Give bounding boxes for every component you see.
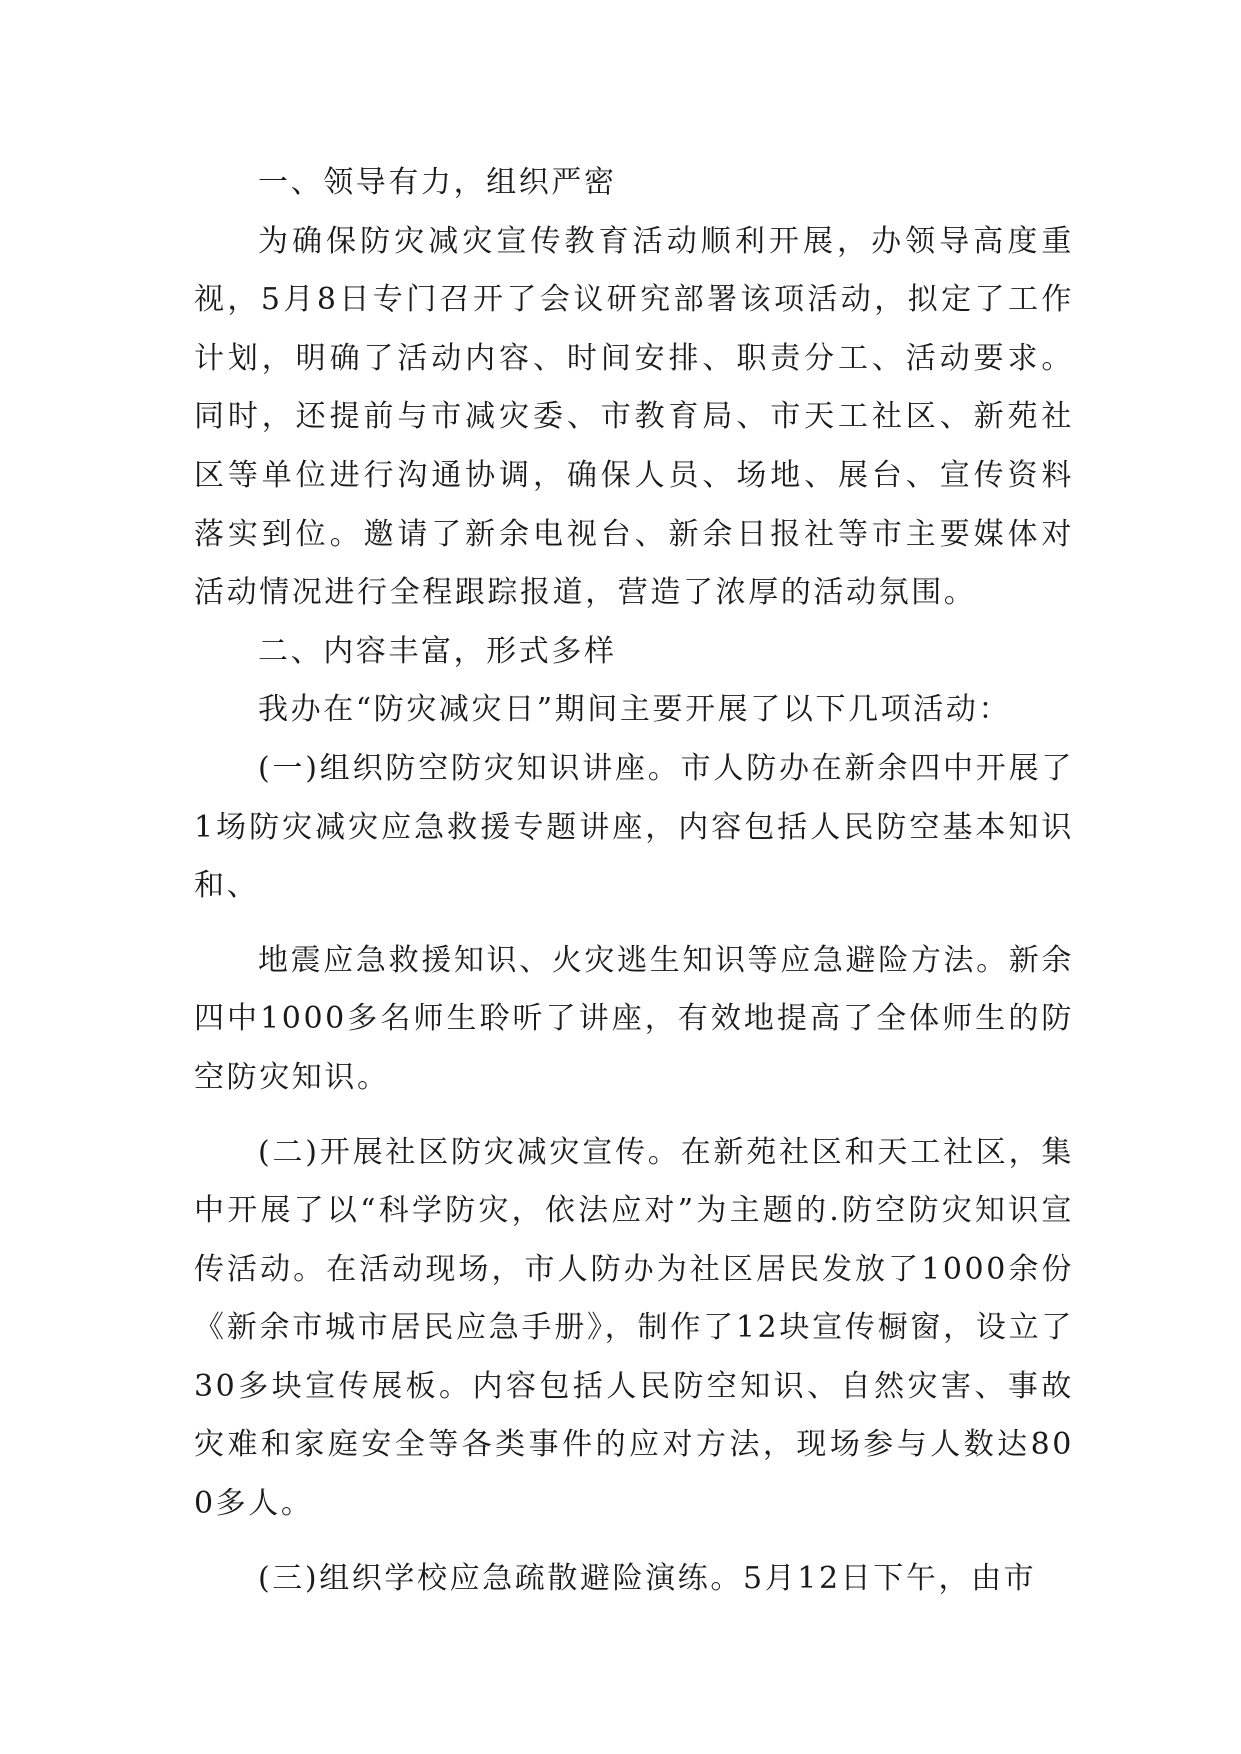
paragraph-activity-drill: (三)组织学校应急疏散避险演练。5月12日下午，由市: [258, 1560, 1037, 1596]
paragraph-organization: 为确保防灾减灾宣传教育活动顺利开展，办领导高度重视，5月8日专门召开了会议研究部署该项活动，拟定了工作计划，明确了活动内容、时间安排、职责分工、活动要求。同时，还提前与市减灾委、市教育局、市天工社区、新苑社区等单位进行沟通协调，确保人员、场地、展台、宣传资料落实到位。邀请了新余电视台、新余日报社等市主要媒体对活动情况进行全程跟踪报道，营造了浓厚的活动氛围。: [194, 223, 1074, 611]
paragraph-gap: [194, 1534, 1074, 1550]
paragraph-activity-lecture: (一)组织防空防灾知识讲座。市人防办在新余四中开展了1场防灾减灾应急救援专题讲座，内容包括人民防空基本知识和、: [194, 750, 1074, 904]
paragraph-activity-community: (二)开展社区防灾减灾宣传。在新苑社区和天工社区，集中开展了以“科学防灾，依法应对”为主题的.防空防灾知识宣传活动。在活动现场，市人防办为社区居民发放了1000余份《新余市城市居民应急手册》，制作了12块宣传橱窗，设立了30多块宣传展板。内容包括人民防空知识、自然灾害、事故灾难和家庭安全等各类事件的应对方法，现场参与人数达800多人。: [194, 1134, 1074, 1522]
document-body: [194, 154, 1074, 1608]
section-heading-1: 一、领导有力，组织严密: [258, 165, 617, 200]
paragraph-lecture-continued: 地震应急救援知识、火灾逃生知识等应急避险方法。新余四中1000多名师生聆听了讲座，有效地提高了全体师生的防空防灾知识。: [194, 942, 1074, 1095]
paragraph-gap: [194, 1108, 1074, 1124]
paragraph-gap: [194, 916, 1074, 932]
section-heading-2: 二、内容丰富，形式多样: [258, 633, 617, 669]
paragraph-intro-activities: 我办在“防灾减灾日”期间主要开展了以下几项活动：: [258, 692, 1012, 728]
